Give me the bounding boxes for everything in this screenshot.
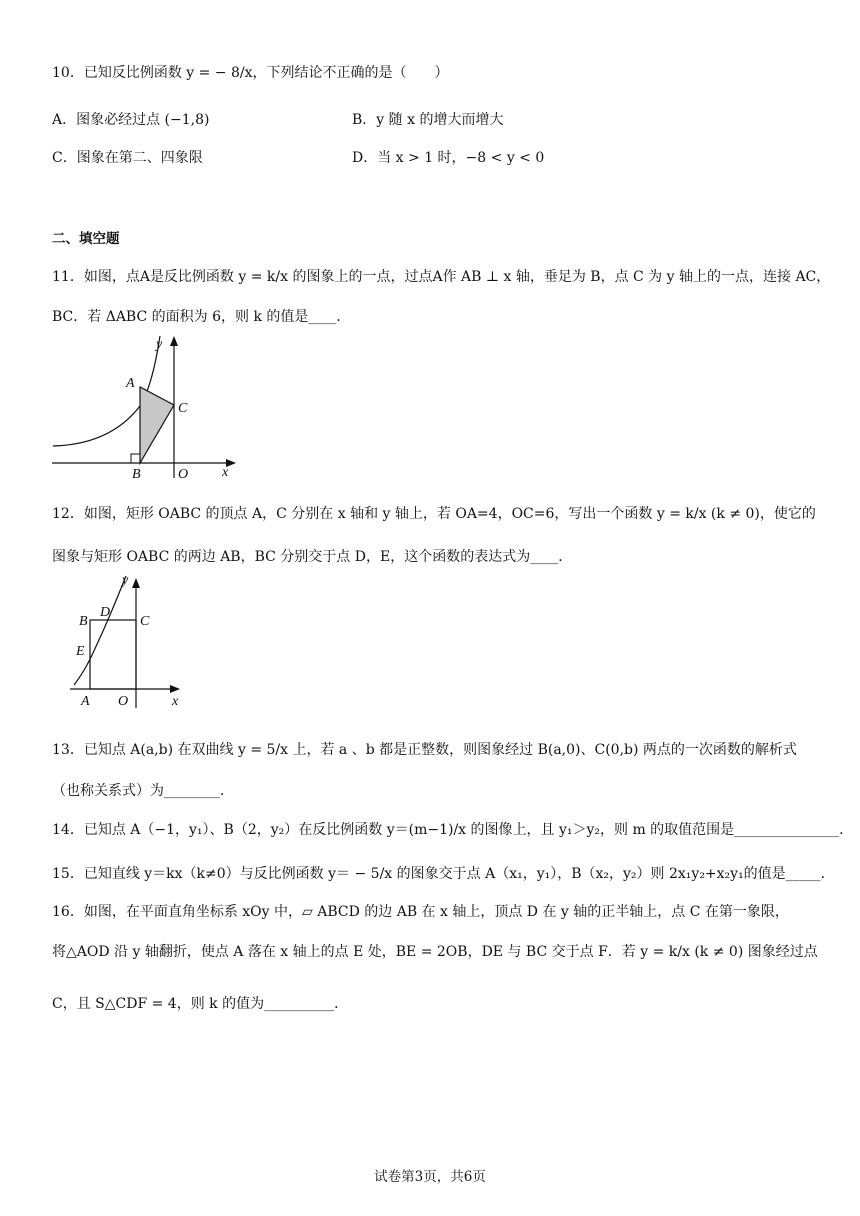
q11-label-y: y <box>156 337 163 352</box>
q13-line1: 13．已知点 A(a,b) 在双曲线 y = 5/x 上，若 a 、b 都是正整数，则图象经过 B(a,0)、C(0,b) 两点的一次函数的解析式 <box>52 742 797 758</box>
q12-label-e: E <box>76 644 85 659</box>
q11-label-c: C <box>178 401 188 416</box>
q11-label-x: x <box>222 465 229 480</box>
q16-line3: C，且 S△CDF = 4，则 k 的值为__________． <box>52 996 349 1012</box>
q12-label-b: B <box>79 614 88 629</box>
q12-line1: 12．如图，矩形 OABC 的顶点 A，C 分别在 x 轴和 y 轴上，若 OA=4，OC=6，写出一个函数 y = k/x (k ≠ 0)，使它的 <box>52 506 816 522</box>
q10-stem: 10．已知反比例函数 y = − 8/x，下列结论不正确的是（ ） <box>52 65 449 81</box>
q10-option-d: D．当 x > 1 时，−8 < y < 0 <box>352 150 545 166</box>
q13-line2: （也称关系式）为________． <box>52 783 234 799</box>
q11-right-angle-mark <box>131 454 140 463</box>
q15-line1: 15．已知直线 y＝kx（k≠0）与反比例函数 y＝ − 5/x 的图象交于点 A（x₁，y₁），B（x₂，y₂）则 2x₁y₂+x₂y₁的值是_____． <box>52 866 835 882</box>
q12-label-o: O <box>118 694 129 709</box>
q12-label-y: y <box>122 573 129 588</box>
q12-label-a: A <box>81 694 90 709</box>
q11-triangle-abc <box>140 387 174 463</box>
q10-option-b: B．y 随 x 的增大而增大 <box>352 112 504 128</box>
q10-option-c: C．图象在第二、四象限 <box>52 150 203 166</box>
q12-hyperbola <box>74 576 126 685</box>
page-footer: 试卷第3页，共6页 <box>374 1169 486 1185</box>
q12-line2: 图象与矩形 OABC 的两边 AB，BC 分别交于点 D，E，这个函数的表达式为____． <box>52 549 573 565</box>
q12-label-x: x <box>172 694 179 709</box>
q10-option-a: A．图象必经过点 (−1,8) <box>52 112 210 128</box>
q11-x-axis <box>52 459 236 467</box>
q12-label-c: C <box>140 614 150 629</box>
q12-figure <box>70 570 210 710</box>
q12-rectangle-oabc <box>90 620 136 689</box>
q14-line1: 14．已知点 A（−1，y₁）、B（2，y₂）在反比例函数 y＝(m−1)/x 的图像上，且 y₁＞y₂，则 m 的取值范围是_______________． <box>52 822 854 838</box>
q11-line2: BC．若 ΔABC 的面积为 6，则 k 的值是____． <box>52 309 351 325</box>
q16-line2: 将△AOD 沿 y 轴翻折，使点 A 落在 x 轴上的点 E 处，BE = 2OB，DE 与 BC 交于点 F．若 y = k/x (k ≠ 0) 图象经过点 <box>52 944 818 960</box>
q12-label-d: D <box>100 605 111 620</box>
q11-line1: 11．如图，点A是反比例函数 y = k/x 的图象上的一点，过点A作 AB ⊥ x 轴，垂足为 B，点 C 为 y 轴上的一点，连接 AC， <box>52 269 831 285</box>
q11-label-b: B <box>132 467 141 482</box>
q16-line1: 16．如图，在平面直角坐标系 xOy 中，▱ ABCD 的边 AB 在 x 轴上，顶点 D 在 y 轴的正半轴上，点 C 在第一象限， <box>52 904 789 920</box>
q11-label-o: O <box>178 467 189 482</box>
q11-figure <box>50 332 250 482</box>
section-title: 二、填空题 <box>52 231 120 247</box>
q11-label-a: A <box>126 376 135 391</box>
